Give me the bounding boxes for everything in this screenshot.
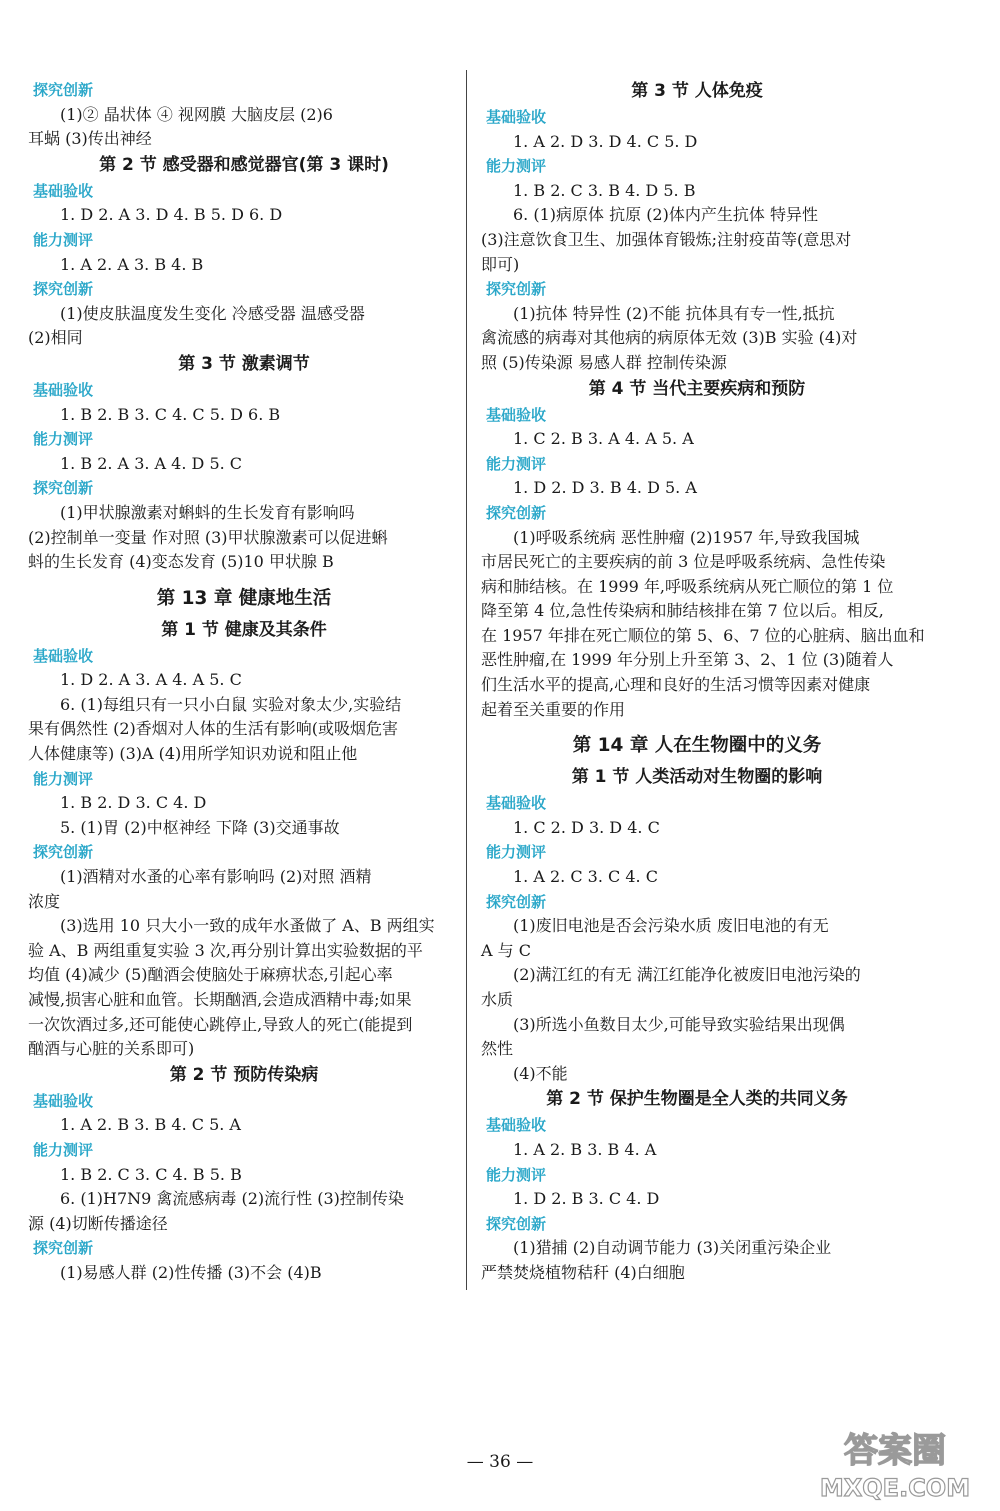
answer-line: 1. D 2. D 3. B 4. D 5. A (513, 478, 697, 498)
answer-line: 1. D 2. A 3. D 4. B 5. D 6. D (60, 205, 283, 225)
right-column (481, 78, 925, 1286)
answer-line: (1)② 晶状体 ④ 视网膜 大脑皮层 (2)6 (60, 104, 333, 124)
answer-line: (3)所选小鱼数目太少,可能导致实验结果出现偶 (513, 1014, 845, 1034)
answer-line: 6. (1)H7N9 禽流感病毒 (2)流行性 (3)控制传染 (60, 1189, 404, 1209)
section-label: 探究创新 (486, 892, 547, 911)
answer-line: 恶性肿瘤,在 1999 年分别上升至第 3、2、1 位 (3)随着人 (481, 650, 894, 670)
section-label: 探究创新 (33, 1239, 94, 1258)
answer-line: (1)呼吸系统病 恶性肿瘤 (2)1957 年,导致我国城 (513, 527, 860, 547)
answer-line: 6. (1)病原体 抗原 (2)体内产生抗体 特异性 (513, 205, 818, 225)
left-column (28, 78, 460, 1286)
answer-line: 6. (1)每组只有一只小白鼠 实验对象太少,实验结 (60, 694, 402, 714)
answer-line: 降至第 4 位,急性传染病和肺结核排在第 7 位以后。相反, (481, 601, 884, 621)
section-label: 基础验收 (33, 181, 94, 200)
section-label: 探究创新 (486, 1214, 547, 1233)
section-heading: 第 1 节 人类活动对生物圈的影响 (571, 767, 823, 788)
section-heading: 第 2 节 保护生物圈是全人类的共同义务 (546, 1089, 848, 1110)
answer-line: 1. D 2. B 3. C 4. D (513, 1189, 660, 1209)
answer-line: (1)易感人群 (2)性传播 (3)不会 (4)B (60, 1262, 322, 1282)
section-label: 探究创新 (33, 81, 94, 99)
answer-line: 即可) (481, 254, 520, 274)
answer-line: 然性 (481, 1039, 514, 1059)
answer-line: (1)废旧电池是否会污染水质 废旧电池的有无 (513, 916, 829, 936)
section-label: 探究创新 (33, 843, 94, 862)
answer-line: A 与 C (481, 940, 531, 960)
answer-line: (1)酒精对水蚤的心率有影响吗 (2)对照 酒精 (60, 867, 372, 887)
section-label: 探究创新 (33, 479, 94, 498)
section-heading: 第 3 节 激素调节 (178, 353, 310, 374)
watermark-bottom-text: MXQE.COM (819, 1474, 971, 1502)
answer-line: 1. A 2. C 3. C 4. C (513, 867, 658, 887)
answer-line: (2)相同 (28, 328, 83, 348)
section-label: 基础验收 (33, 1091, 94, 1110)
answer-line: 禽流感的病毒对其他病的病原体无效 (3)B 实验 (4)对 (481, 328, 858, 348)
section-label: 基础验收 (33, 380, 94, 399)
section-label: 基础验收 (486, 794, 547, 813)
answer-line: 一次饮酒过多,还可能使心跳停止,导致人的死亡(能提到 (28, 1014, 413, 1034)
section-heading: 第 4 节 当代主要疾病和预防 (588, 378, 806, 399)
answer-line: 浓度 (28, 891, 61, 911)
answer-line: 耳蜗 (3)传出神经 (28, 129, 152, 149)
answer-line: 1. B 2. C 3. B 4. D 5. B (513, 180, 696, 200)
answer-line: (1)抗体 特异性 (2)不能 抗体具有专一性,抵抗 (513, 303, 835, 323)
section-label: 能力测评 (33, 230, 94, 249)
answer-line: (1)甲状腺激素对蝌蚪的生长发育有影响吗 (60, 502, 355, 522)
section-label: 探究创新 (33, 280, 94, 299)
answer-line: 均值 (4)减少 (5)酗酒会使脑处于麻痹状态,引起心率 (28, 965, 393, 985)
watermark-top-text: 答案圈 (844, 1431, 946, 1471)
section-label: 基础验收 (486, 108, 547, 126)
chapter-heading: 第 14 章 人在生物圈中的义务 (572, 735, 822, 757)
answer-line: 酗酒与心脏的关系即可) (28, 1039, 195, 1059)
page-number: — 36 — (466, 1452, 534, 1472)
answer-line: 1. B 2. A 3. A 4. D 5. C (60, 453, 243, 473)
answer-line: (2)满江红的有无 满江红能净化被废旧电池污染的 (513, 965, 861, 985)
answer-line: (4)不能 (513, 1063, 568, 1083)
section-heading: 第 2 节 预防传染病 (169, 1064, 319, 1085)
section-heading: 第 1 节 健康及其条件 (161, 619, 327, 640)
answer-line: 1. A 2. A 3. B 4. B (60, 254, 204, 274)
section-label: 基础验收 (33, 646, 94, 665)
section-label: 能力测评 (33, 430, 94, 449)
answer-line: (2)控制单一变量 作对照 (3)甲状腺激素可以促进蝌 (28, 527, 388, 547)
answer-line: 严禁焚烧植物秸秆 (4)白细胞 (481, 1262, 685, 1282)
answer-line: 果有偶然性 (2)香烟对人体的生活有影响(或吸烟危害 (28, 719, 398, 739)
section-label: 基础验收 (486, 405, 547, 424)
answer-line: 1. C 2. D 3. D 4. C (513, 817, 660, 837)
section-label: 基础验收 (486, 1116, 547, 1135)
answer-line: 1. A 2. B 3. B 4. C 5. A (60, 1115, 241, 1135)
answer-line: 源 (4)切断传播途径 (28, 1213, 168, 1233)
answer-line: 1. A 2. B 3. B 4. A (513, 1139, 657, 1159)
answer-line: 1. D 2. A 3. A 4. A 5. C (60, 670, 242, 690)
section-label: 探究创新 (486, 503, 547, 522)
answer-line: 人体健康等) (3)A (4)用所学知识劝说和阻止他 (28, 744, 358, 764)
answer-line: 1. C 2. B 3. A 4. A 5. A (513, 429, 694, 449)
section-label: 能力测评 (486, 454, 547, 473)
answer-line: 5. (1)胃 (2)中枢神经 下降 (3)交通事故 (60, 817, 340, 837)
chapter-heading: 第 13 章 健康地生活 (156, 587, 332, 609)
answer-line: 1. B 2. D 3. C 4. D (60, 793, 207, 813)
answer-line: 病和肺结核。在 1999 年,呼吸系统病从死亡顺位的第 1 位 (481, 576, 894, 596)
section-label: 能力测评 (486, 1165, 547, 1184)
section-label: 能力测评 (33, 1140, 94, 1159)
answer-line: 照 (5)传染源 易感人群 控制传染源 (481, 352, 727, 372)
section-label: 探究创新 (486, 280, 547, 299)
section-heading: 第 2 节 感受器和感觉器官(第 3 课时) (99, 154, 389, 175)
answer-line: 减慢,损害心脏和血管。长期酗酒,会造成酒精中毒;如果 (28, 990, 412, 1009)
answer-line: 1. B 2. C 3. C 4. B 5. B (60, 1164, 242, 1184)
answer-line: 水质 (481, 990, 514, 1009)
section-label: 能力测评 (486, 843, 547, 862)
answer-line: (3)选用 10 只大小一致的成年水蚤做了 A、B 两组实 (60, 916, 435, 936)
section-label: 能力测评 (33, 769, 94, 788)
answer-line: 起着至关重要的作用 (481, 699, 626, 719)
answer-line: 市居民死亡的主要疾病的前 3 位是呼吸系统病、急性传染 (481, 552, 886, 572)
section-label: 能力测评 (486, 157, 547, 176)
answer-line: (1)使皮肤温度发生变化 冷感受器 温感受器 (60, 303, 365, 323)
answer-line: 蚪的生长发育 (4)变态发育 (5)10 甲状腺 B (28, 552, 334, 572)
answer-line: (1)猎捕 (2)自动调节能力 (3)关闭重污染企业 (513, 1238, 832, 1258)
column-divider (466, 70, 467, 1290)
section-heading: 第 3 节 人体免疫 (631, 81, 763, 101)
answer-line: 验 A、B 两组重复实验 3 次,再分别计算出实验数据的平 (28, 940, 423, 960)
answer-line: (3)注意饮食卫生、加强体育锻炼;注射疫苗等(意思对 (481, 229, 852, 249)
answer-line: 们生活水平的提高,心理和良好的生活习惯等因素对健康 (481, 675, 871, 695)
watermark-logo (800, 1422, 990, 1504)
answer-line: 1. B 2. B 3. C 4. C 5. D 6. B (60, 404, 281, 424)
answer-line: 在 1957 年排在死亡顺位的第 5、6、7 位的心脏病、脑出血和 (481, 625, 925, 645)
answer-line: 1. A 2. D 3. D 4. C 5. D (513, 131, 698, 151)
